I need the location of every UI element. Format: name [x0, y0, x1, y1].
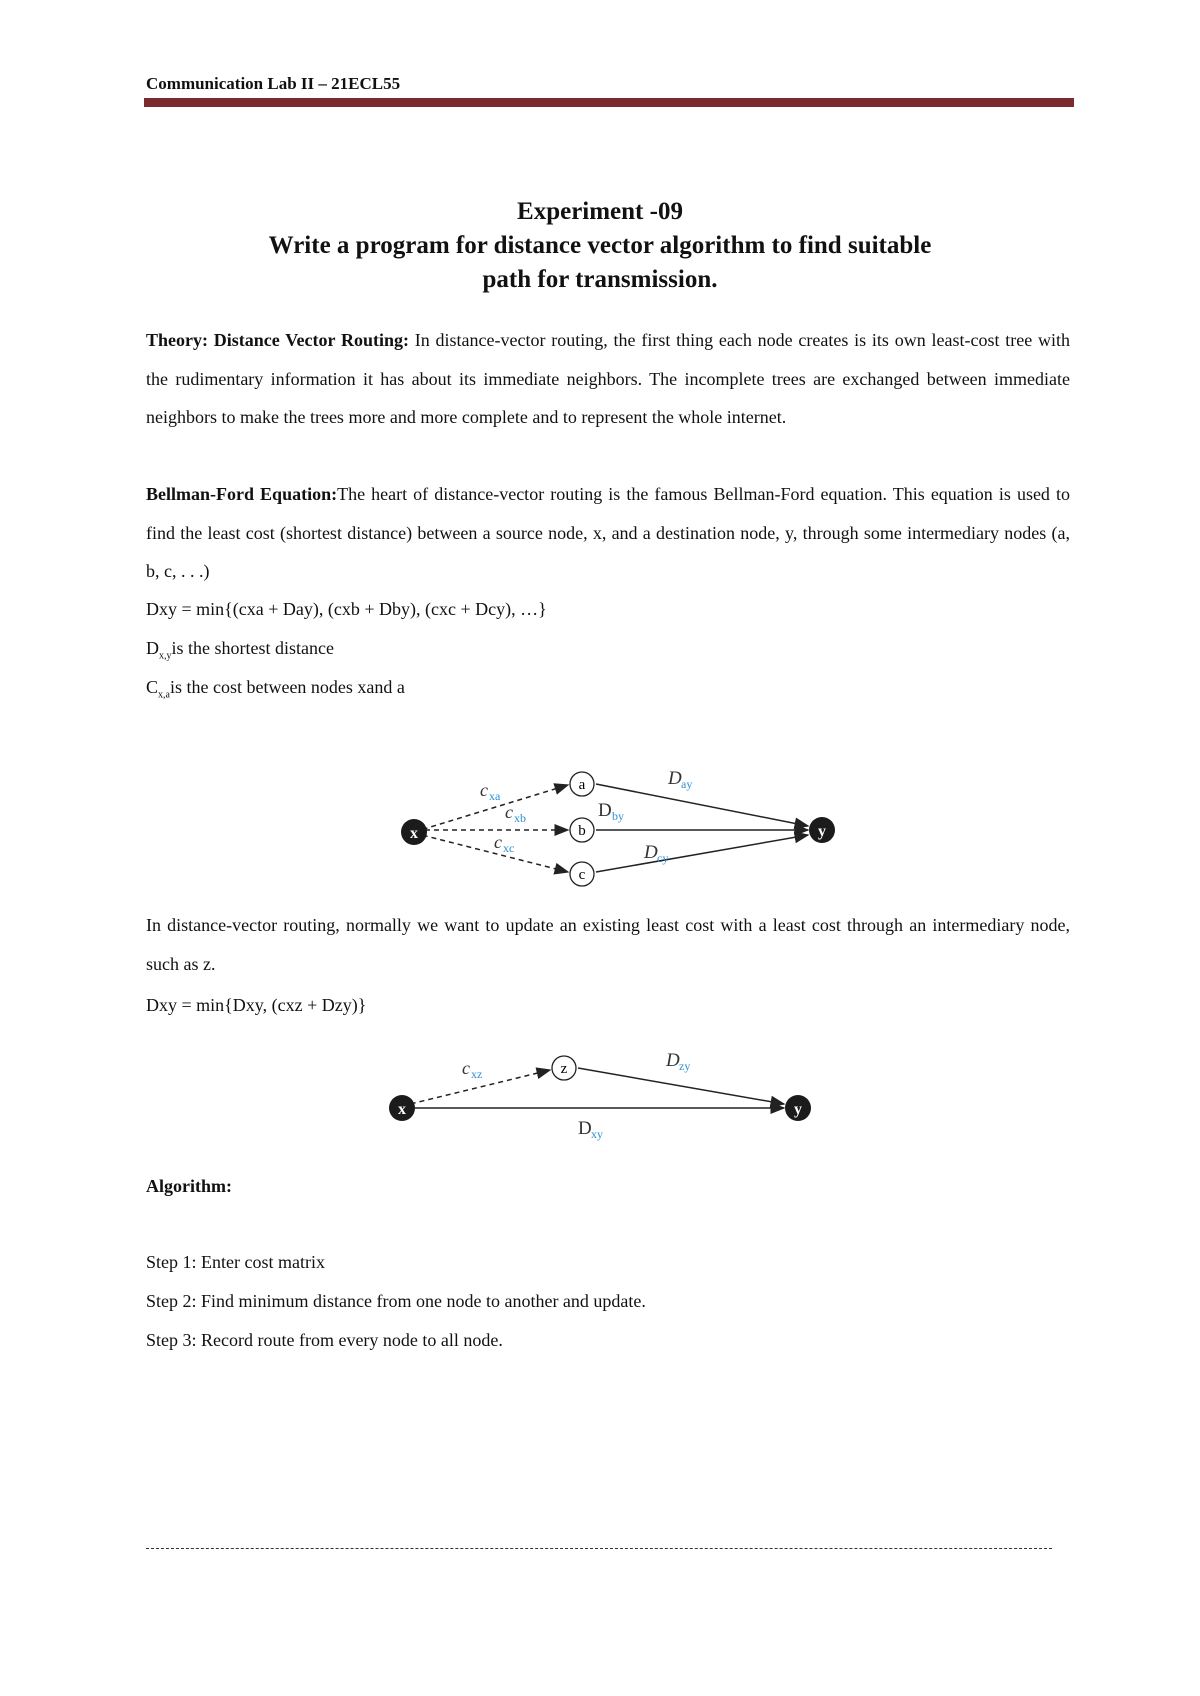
- update-paragraph: In distance-vector routing, normally we want to update an existing least cost with a least cost through an intermediary node, such as z.: [146, 915, 1070, 974]
- node-a-label: a: [578, 777, 586, 793]
- node-x2-label: x: [398, 1101, 406, 1118]
- node-y2-label: y: [794, 1101, 802, 1118]
- edge-z-y: [578, 1068, 784, 1104]
- label-dcy: [643, 842, 668, 865]
- svg-text:xb: xb: [514, 811, 526, 825]
- theory-text: In distance-vector routing, the first thing each node creates is its own least-cost tree with the rudimentary information it has about its immediate neighbors. The incomplete trees are exchanged between immediate neighbors to make the trees more and more complete and to represent the whole internet.: [146, 330, 1071, 427]
- edge-c-y: [596, 835, 808, 872]
- header-title: Communication Lab II – 21ECL55: [146, 74, 401, 93]
- label-day: [667, 768, 692, 791]
- node-x-label: x: [410, 825, 418, 842]
- algorithm-step-1: Step 1: Enter cost matrix: [146, 1252, 325, 1272]
- label-dby: [598, 800, 624, 823]
- algorithm-heading: Algorithm:: [146, 1176, 232, 1196]
- update-equation: Dxy = min{Dxy, (cxz + Dzy)}: [146, 995, 367, 1015]
- theory-paragraph: [146, 321, 1070, 437]
- svg-text:c: c: [480, 780, 488, 800]
- label-cxc: [494, 832, 514, 855]
- svg-text:D: D: [666, 1050, 680, 1071]
- svg-text:by: by: [612, 809, 624, 823]
- node-b-label: b: [578, 823, 586, 839]
- edge-x-c: [414, 833, 568, 872]
- algorithm-step-3: Step 3: Record route from every node to all node.: [146, 1330, 503, 1350]
- svg-text:xy: xy: [591, 1127, 603, 1141]
- node-y-label: y: [818, 823, 826, 840]
- bellman-ford-label: Bellman-Ford Equation:: [146, 484, 338, 504]
- svg-text:xa: xa: [489, 789, 501, 803]
- edge-a-y: [596, 784, 808, 826]
- experiment-number: Experiment -09: [517, 198, 683, 225]
- node-c-label: c: [578, 867, 586, 883]
- svg-text:c: c: [505, 802, 513, 822]
- update-diagram: [378, 1046, 838, 1146]
- cxa-definition: $C_{x,a}is$ the cost between nodes xand a: [146, 677, 405, 701]
- bellman-ford-text: The heart of distance-vector routing is the famous Bellman-Ford equation. This equation is used to find the least cost (shortest distance) between a source node, x, and a destination node, y, through some intermediary nodes (a, b, c, . . .): [146, 484, 1070, 581]
- label-cxz: [462, 1058, 482, 1081]
- svg-text:zy: zy: [679, 1059, 691, 1073]
- theory-label: Theory: Distance Vector Routing:: [146, 330, 409, 350]
- svg-text:cy: cy: [657, 851, 669, 865]
- svg-text:xc: xc: [503, 841, 515, 855]
- footer-dashed-rule: [146, 1548, 1052, 1549]
- bellman-ford-paragraph: [146, 475, 1070, 591]
- svg-text:D: D: [598, 800, 612, 821]
- node-z-label: z: [560, 1061, 568, 1077]
- svg-text:ay: ay: [681, 777, 693, 791]
- label-dzy: [665, 1050, 690, 1073]
- svg-text:c: c: [494, 832, 502, 852]
- bellman-ford-diagram: [390, 760, 850, 900]
- dxy-definition: $D_{x,y}is$ the shortest distance: [146, 638, 334, 662]
- label-cxa: [480, 780, 501, 803]
- svg-text:D: D: [578, 1118, 592, 1139]
- header-rule: [144, 98, 1074, 107]
- label-cxb: [505, 802, 526, 825]
- svg-text:xz: xz: [471, 1067, 483, 1081]
- experiment-title-line1: Write a program for distance vector algorithm to find suitable: [268, 232, 932, 259]
- svg-text:D: D: [668, 768, 682, 789]
- algorithm-step-2: Step 2: Find minimum distance from one node to another and update.: [146, 1291, 646, 1311]
- bellman-ford-equation: Dxy = min{(cxa + Day), (cxb + Dby), (cxc + Dcy), …}: [146, 599, 547, 619]
- svg-text:D: D: [644, 842, 658, 863]
- experiment-title-line2: path for transmission.: [482, 266, 718, 293]
- label-dxy: [578, 1118, 603, 1141]
- svg-text:c: c: [462, 1058, 470, 1078]
